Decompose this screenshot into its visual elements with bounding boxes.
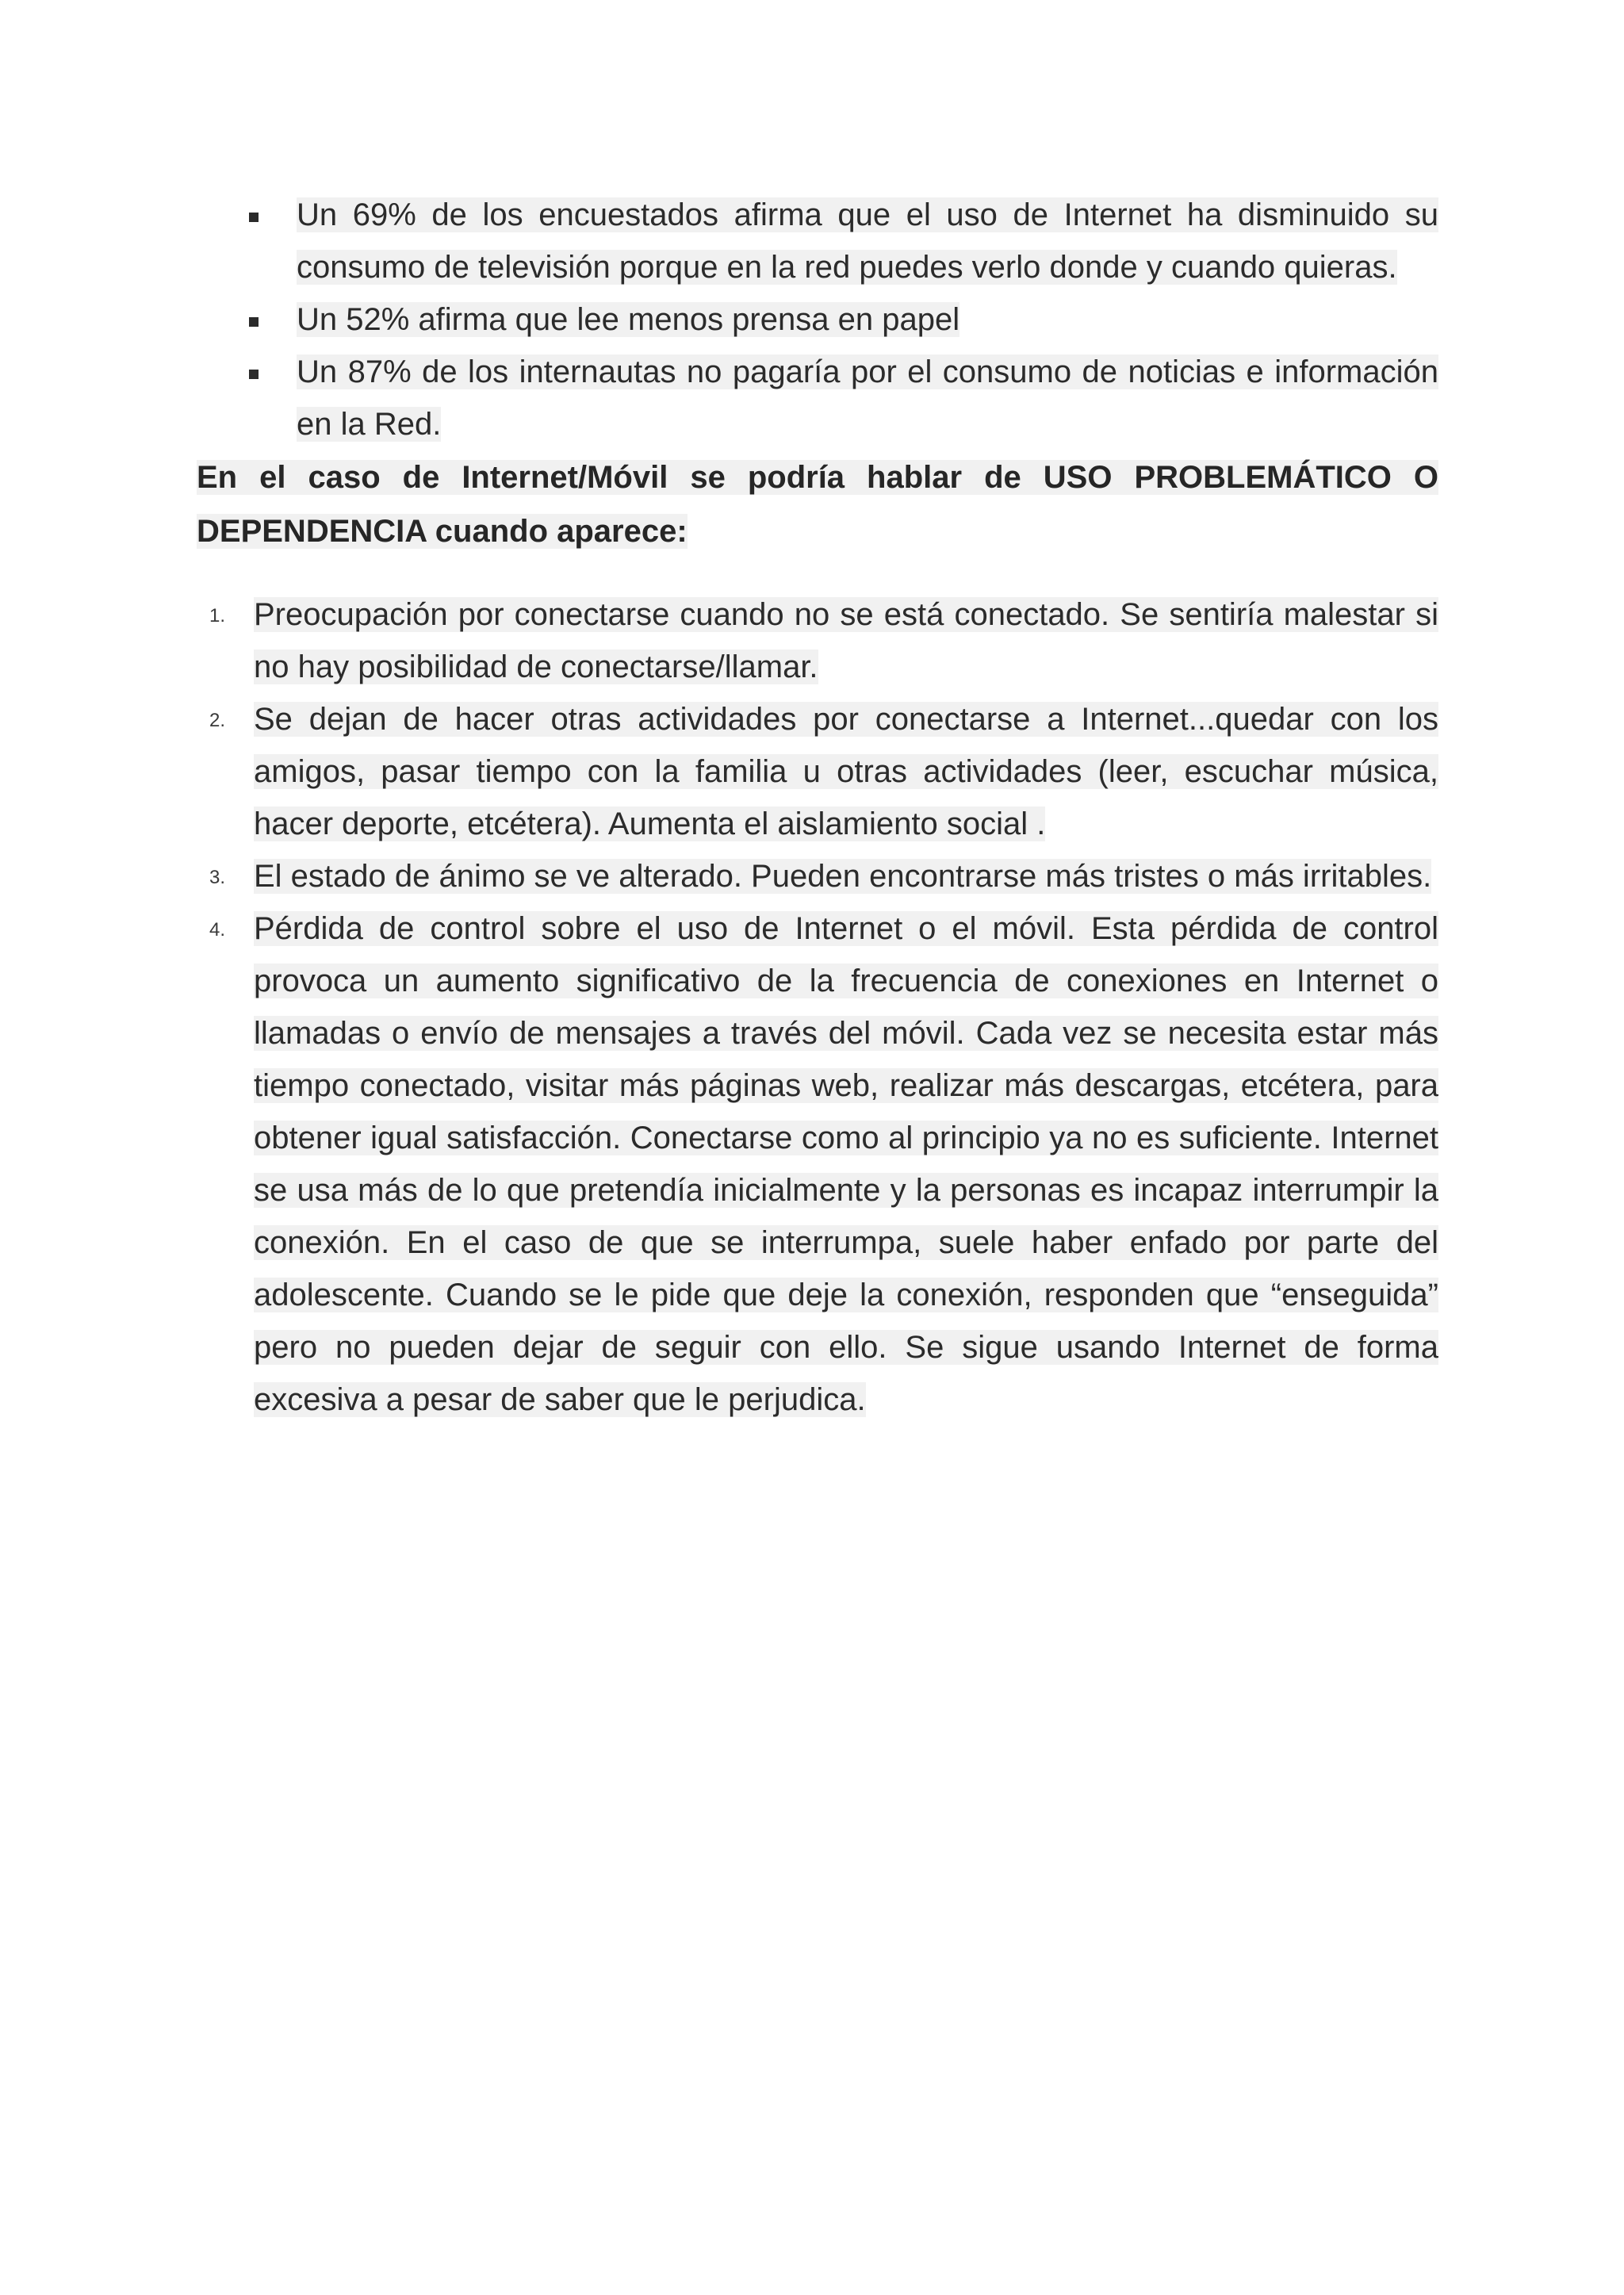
- numbered-item: [197, 693, 1438, 850]
- bullet-text: Un 87% de los internautas no pagaría por el consumo de noticias e información en la Red.: [297, 354, 1438, 442]
- numbered-item-text: Se dejan de hacer otras actividades por conectarse a Internet...quedar con los amigos, pasar tiempo con la familia u otras actividades (leer, escuchar música, hacer deporte, etcétera). Aumenta el aislamiento social .: [254, 702, 1438, 841]
- list-number: 1.: [209, 605, 225, 626]
- page-content: [197, 189, 1438, 1426]
- numbered-list: [197, 588, 1438, 1426]
- square-bullet-icon: [249, 370, 259, 379]
- bullet-item: [197, 189, 1438, 293]
- section-heading: [197, 450, 1438, 558]
- numbered-item-text: Pérdida de control sobre el uso de Internet o el móvil. Esta pérdida de control provoca un aumento significativo de la frecuencia de conexiones en Internet o llamadas o envío de mensajes a través del móvil. Cada vez se necesita estar más tiempo conectado, visitar más páginas web, realizar más descargas, etcétera, para obtener igual satisfacción. Conectarse como al principio ya no es suficiente. Internet se usa más de lo que pretendía inicialmente y la personas es incapaz interrumpir la conexión. En el caso de que se interrumpa, suele haber enfado por parte del adolescente. Cuando se le pide que deje la conexión, responden que “enseguida” pero no pueden dejar de seguir con ello. Se sigue usando Internet de forma excesiva a pesar de saber que le perjudica.: [254, 911, 1438, 1417]
- bullet-item: [197, 293, 1438, 346]
- square-bullet-icon: [249, 317, 259, 327]
- numbered-item-text: El estado de ánimo se ve alterado. Pueden encontrarse más tristes o más irritables.: [254, 859, 1432, 894]
- bullet-item: [197, 346, 1438, 450]
- numbered-item: [197, 850, 1438, 902]
- list-number: 3.: [209, 867, 225, 888]
- bullet-list: [197, 189, 1438, 450]
- section-heading-text: En el caso de Internet/Móvil se podría hablar de USO PROBLEMÁTICO O DEPENDENCIA cuando aparece:: [197, 460, 1438, 549]
- bullet-text: Un 69% de los encuestados afirma que el uso de Internet ha disminuido su consumo de televisión porque en la red puedes verlo donde y cuando quieras.: [297, 197, 1438, 285]
- list-number: 4.: [209, 919, 225, 941]
- numbered-item: [197, 588, 1438, 693]
- square-bullet-icon: [249, 213, 259, 222]
- numbered-item: [197, 902, 1438, 1426]
- bullet-text: Un 52% afirma que lee menos prensa en papel: [297, 302, 960, 337]
- list-number: 2.: [209, 710, 225, 731]
- numbered-item-text: Preocupación por conectarse cuando no se está conectado. Se sentiría malestar si no hay posibilidad de conectarse/llamar.: [254, 597, 1438, 684]
